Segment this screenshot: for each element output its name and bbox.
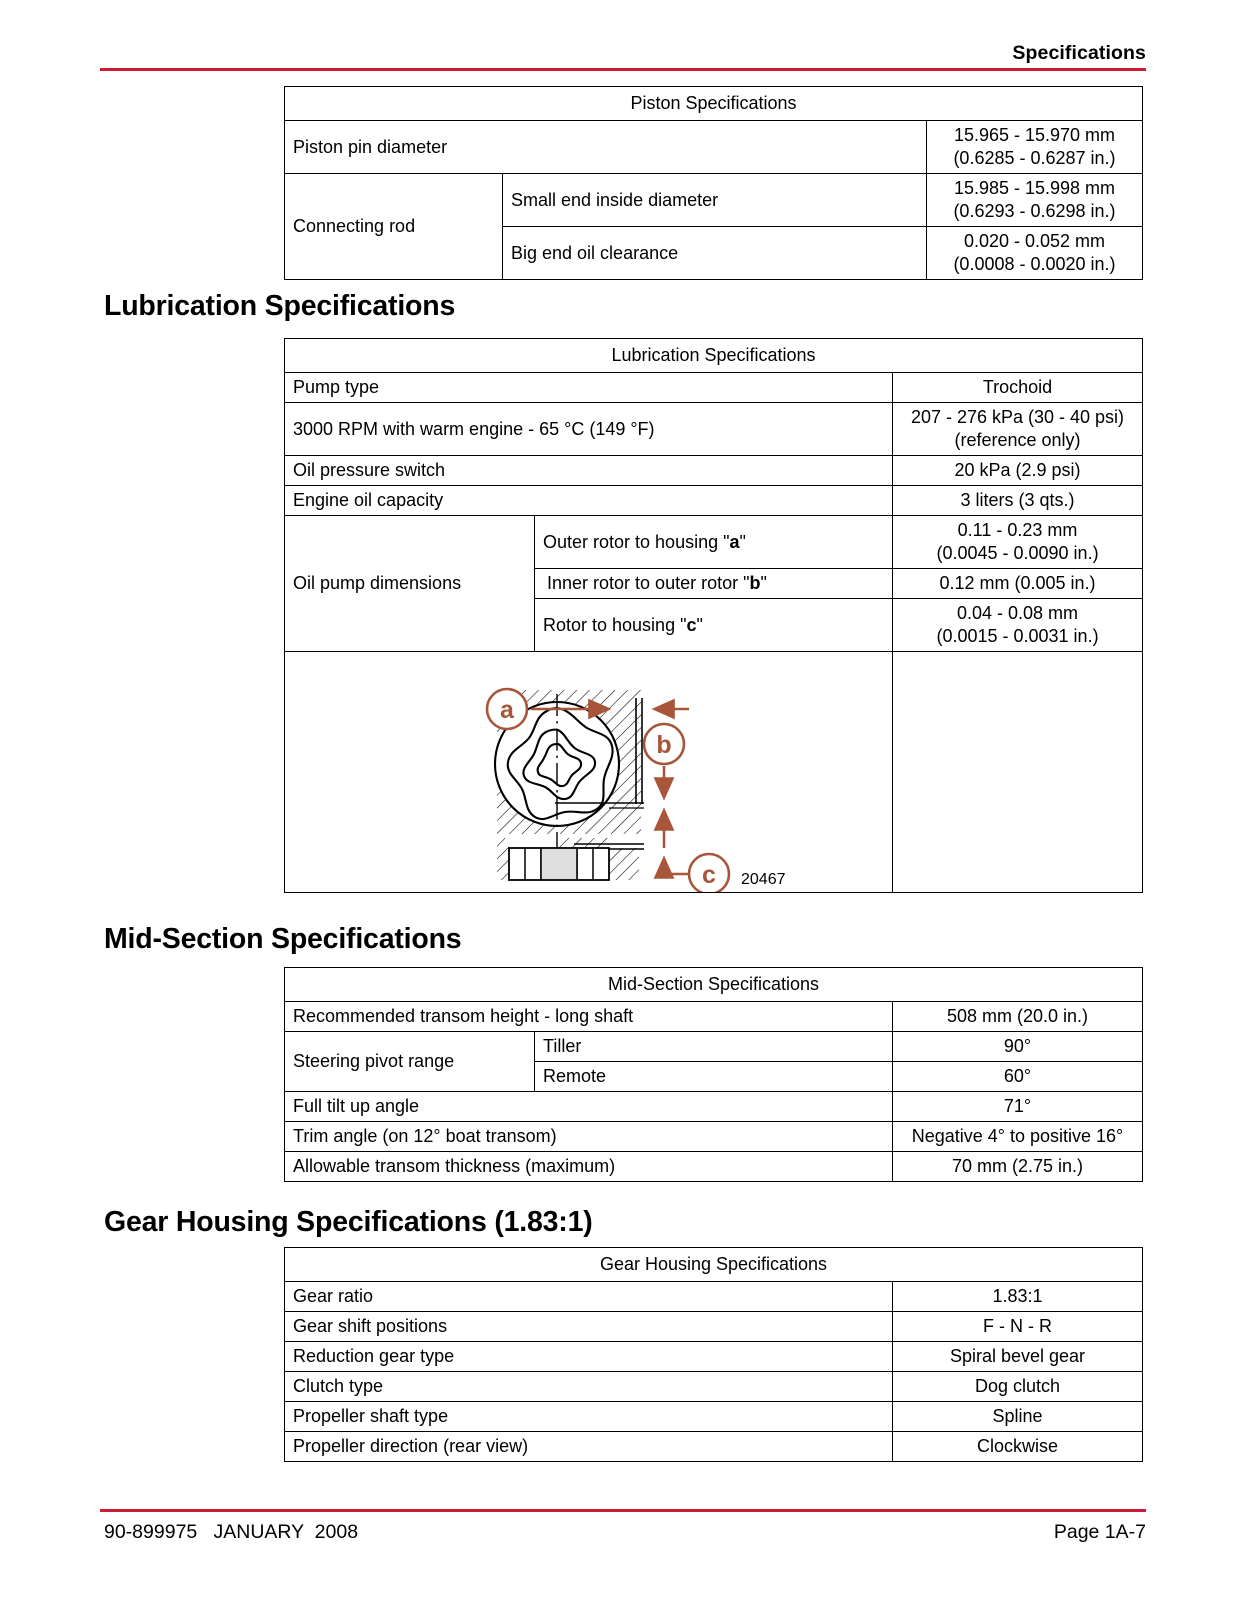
callout-c xyxy=(664,854,729,892)
table-title-row xyxy=(285,87,1143,121)
engine-oil-capacity-label: Engine oil capacity xyxy=(285,486,893,516)
remote-label: Remote xyxy=(535,1062,893,1092)
piston-specifications-table xyxy=(284,86,1143,280)
pump-type-value: Trochoid xyxy=(893,373,1143,403)
callout-b xyxy=(644,724,684,764)
full-tilt-up-angle-value: 71° xyxy=(893,1092,1143,1122)
gearhousing-table-title: Gear Housing Specifications xyxy=(285,1248,1143,1282)
table-figure-row xyxy=(285,652,1143,893)
footer-rule xyxy=(100,1509,1146,1512)
allowable-transom-thickness-label: Allowable transom thickness (maximum) xyxy=(285,1152,893,1182)
gear-ratio-label: Gear ratio xyxy=(285,1282,893,1312)
clutch-type-value: Dog clutch xyxy=(893,1372,1143,1402)
propeller-shaft-type-label: Propeller shaft type xyxy=(285,1402,893,1432)
clutch-type-label: Clutch type xyxy=(285,1372,893,1402)
propeller-shaft-type-value: Spline xyxy=(893,1402,1143,1432)
table-row xyxy=(285,174,1143,227)
lubrication-table-title: Lubrication Specifications xyxy=(285,339,1143,373)
oil-pressure-rpm-label: 3000 RPM with warm engine - 65 °C (149 °F) xyxy=(285,403,893,456)
tiller-label: Tiller xyxy=(535,1032,893,1062)
gear-shift-positions-label: Gear shift positions xyxy=(285,1312,893,1342)
table-row xyxy=(285,403,1143,456)
inner-rotor-to-outer-rotor-value: 0.12 mm (0.005 in.) xyxy=(893,569,1143,599)
transom-height-value: 508 mm (20.0 in.) xyxy=(893,1002,1143,1032)
header-rule xyxy=(100,68,1146,71)
table-row xyxy=(285,1342,1143,1372)
table-title-row xyxy=(285,968,1143,1002)
midsection-table-title: Mid-Section Specifications xyxy=(285,968,1143,1002)
small-end-inside-diameter-value: 15.985 - 15.998 mm (0.6293 - 0.6298 in.) xyxy=(927,174,1143,227)
table-row xyxy=(285,121,1143,174)
table-row xyxy=(285,1032,1143,1062)
remote-value: 60° xyxy=(893,1062,1143,1092)
callout-a xyxy=(487,689,527,729)
table-row xyxy=(285,1282,1143,1312)
svg-text:c: c xyxy=(701,861,716,890)
reduction-gear-type-value: Spiral bevel gear xyxy=(893,1342,1143,1372)
header-title: Specifications xyxy=(1012,42,1146,64)
table-row xyxy=(285,516,1143,569)
figure-row-blank-cell xyxy=(893,652,1143,893)
figure-image-number-text: 20467 xyxy=(740,871,785,889)
piston-pin-diameter-label: Piston pin diameter xyxy=(285,121,927,174)
section-heading-midsection: Mid-Section Specifications xyxy=(104,923,462,955)
rotor-to-housing-label: Rotor to housing "c" xyxy=(535,599,893,652)
outer-rotor-to-housing-value: 0.11 - 0.23 mm (0.0045 - 0.0090 in.) xyxy=(893,516,1143,569)
table-row xyxy=(285,1152,1143,1182)
piston-pin-diameter-value: 15.965 - 15.970 mm (0.6285 - 0.6287 in.) xyxy=(927,121,1143,174)
steering-pivot-range-label: Steering pivot range xyxy=(285,1032,535,1092)
outer-rotor-to-housing-label: Outer rotor to housing "a" xyxy=(535,516,893,569)
pump-type-label: Pump type xyxy=(285,373,893,403)
oil-pump-cross-section-figure xyxy=(285,652,892,892)
table-row xyxy=(285,1372,1143,1402)
svg-text:b: b xyxy=(655,731,672,760)
trim-angle-label: Trim angle (on 12° boat transom) xyxy=(285,1122,893,1152)
table-row xyxy=(285,1092,1143,1122)
table-row xyxy=(285,1432,1143,1462)
lubrication-specifications-table xyxy=(284,338,1143,893)
footer-page-number: Page 1A-7 xyxy=(1053,1521,1146,1543)
propeller-direction-label: Propeller direction (rear view) xyxy=(285,1432,893,1462)
section-heading-gearhousing: Gear Housing Specifications (1.83:1) xyxy=(104,1206,593,1238)
connecting-rod-label: Connecting rod xyxy=(285,174,503,280)
small-end-inside-diameter-label: Small end inside diameter xyxy=(503,174,927,227)
table-row xyxy=(285,1312,1143,1342)
trim-angle-value: Negative 4° to positive 16° xyxy=(893,1122,1143,1152)
engine-oil-capacity-value: 3 liters (3 qts.) xyxy=(893,486,1143,516)
allowable-transom-thickness-value: 70 mm (2.75 in.) xyxy=(893,1152,1143,1182)
midsection-specifications-table xyxy=(284,967,1143,1182)
transom-height-label: Recommended transom height - long shaft xyxy=(285,1002,893,1032)
table-row xyxy=(285,486,1143,516)
oil-pressure-rpm-value: 207 - 276 kPa (30 - 40 psi) (reference only) xyxy=(893,403,1143,456)
big-end-oil-clearance-label: Big end oil clearance xyxy=(503,227,927,280)
propeller-direction-value: Clockwise xyxy=(893,1432,1143,1462)
gearhousing-specifications-table xyxy=(284,1247,1143,1462)
section-heading-lubrication: Lubrication Specifications xyxy=(104,290,456,322)
table-row xyxy=(285,1002,1143,1032)
gear-ratio-value: 1.83:1 xyxy=(893,1282,1143,1312)
table-row xyxy=(285,1122,1143,1152)
oil-pump-dimensions-label: Oil pump dimensions xyxy=(285,516,535,652)
oil-pump-diagram-cell xyxy=(285,652,893,893)
oil-pressure-switch-label: Oil pressure switch xyxy=(285,456,893,486)
table-row xyxy=(285,1402,1143,1432)
table-title-row xyxy=(285,339,1143,373)
reduction-gear-type-label: Reduction gear type xyxy=(285,1342,893,1372)
tiller-value: 90° xyxy=(893,1032,1143,1062)
oil-pump-svg xyxy=(309,652,869,892)
svg-text:a: a xyxy=(499,696,514,725)
lower-housing xyxy=(497,838,644,880)
rotor-to-housing-value: 0.04 - 0.08 mm (0.0015 - 0.0031 in.) xyxy=(893,599,1143,652)
gear-shift-positions-value: F - N - R xyxy=(893,1312,1143,1342)
piston-table-title: Piston Specifications xyxy=(285,87,1143,121)
table-row xyxy=(285,373,1143,403)
table-title-row xyxy=(285,1248,1143,1282)
full-tilt-up-angle-label: Full tilt up angle xyxy=(285,1092,893,1122)
table-row xyxy=(285,456,1143,486)
footer-document-number: 90-899975 JANUARY 2008 xyxy=(104,1521,359,1543)
big-end-oil-clearance-value: 0.020 - 0.052 mm (0.0008 - 0.0020 in.) xyxy=(927,227,1143,280)
page-footer xyxy=(100,1521,1146,1551)
oil-pressure-switch-value: 20 kPa (2.9 psi) xyxy=(893,456,1143,486)
inner-rotor-to-outer-rotor-label: Inner rotor to outer rotor "b" xyxy=(535,569,893,599)
